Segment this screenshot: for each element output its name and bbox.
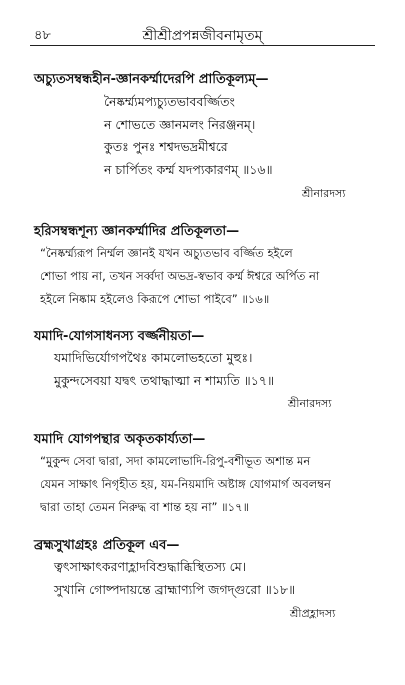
prose-line: শোভা পায় না, তখন সর্ব্বদা অভদ্র-স্বভাব কর্ম্ম ঈশ্বরে অর্পিত না <box>40 269 320 283</box>
section-heading: অচ্যুতসম্বন্ধহীন-জ্ঞানকর্ম্মাদেরপি প্রাতিকূল্যম্— <box>34 72 269 87</box>
verse-attribution: শ্রীনারদস্য <box>302 187 346 200</box>
verse-line: নৈষ্কর্ম্ম্যমপ্যচ্যুতভাববর্জ্জিতং <box>104 94 235 109</box>
verse-line: ত্বৎসাক্ষাৎকরণাহ্লাদবিশুদ্ধাব্ধিস্থিতস্য মে। <box>54 559 247 574</box>
section-heading: হরিসম্বন্ধশূন্য জ্ঞানকর্ম্মাদির প্রতিকূলতা— <box>34 224 240 239</box>
verse-line: ন শোভতে জ্ঞানমলং নিরঞ্জনম্। <box>104 117 256 132</box>
verse-line: যমাদিভির্যোগপথৈঃ কামলোভহতো মুহুঃ। <box>54 350 253 365</box>
section-heading: যমাদি-যোগসাধনস্য বর্জ্জনীয়তা— <box>34 329 205 344</box>
prose-line: হইলে নিষ্কাম হইলেও কিরূপে শোভা পাইবে” ॥১৬॥ <box>40 292 270 306</box>
prose-line: দ্বারা তাহা তেমন নিরুদ্ধ বা শান্ত হয় না” ॥১৭॥ <box>40 500 250 514</box>
header-rule <box>30 45 375 46</box>
verse-line: মুকুন্দসেবয়া যদ্বৎ তথাদ্ধাত্মা ন শাম্যতি ॥১৭॥ <box>54 373 275 388</box>
verse-line: ন চার্পিতং কর্ম্ম যদপ্যকারণম্ ॥১৬॥ <box>104 162 273 177</box>
verse-line: সুখানি গোষ্পদায়ন্তে ব্রাহ্মাণ্যপি জগদ্গুরো ॥১৮॥ <box>54 582 296 597</box>
page-number: ৪৮ <box>34 28 51 43</box>
running-head: শ্রীশ্রীপ্রপন্নজীবনামৃতম্ <box>142 28 263 44</box>
verse-attribution: শ্রীপ্রহ্লাদস্য <box>290 607 336 620</box>
prose-line: “নৈষ্কর্ম্ম্যরূপ নির্ম্মল জ্ঞানই যখন অচ্যুতভাব বর্জ্জিত হইলে <box>40 246 293 260</box>
prose-line: “মুকুন্দ সেবা দ্বারা, সদা কামলোভাদি-রিপু-বশীভূত অশান্ত মন <box>40 454 311 468</box>
section-heading: যমাদি যোগপন্থার অকৃতকার্য্যতা— <box>34 432 206 447</box>
section-heading: ব্রহ্মসুখাগ্রহঃ প্রতিকূল এব— <box>34 538 180 553</box>
verse-attribution: শ্রীনারদস্য <box>288 397 332 410</box>
verse-line: কুতঃ পুনঃ শশ্বদভদ্রমীশ্বরে <box>104 139 228 154</box>
prose-line: যেমন সাক্ষাৎ নিগৃহীত হয়, যম-নিয়মাদি অষ্টাঙ্গ যোগমার্গ অবলম্বন <box>40 477 331 491</box>
